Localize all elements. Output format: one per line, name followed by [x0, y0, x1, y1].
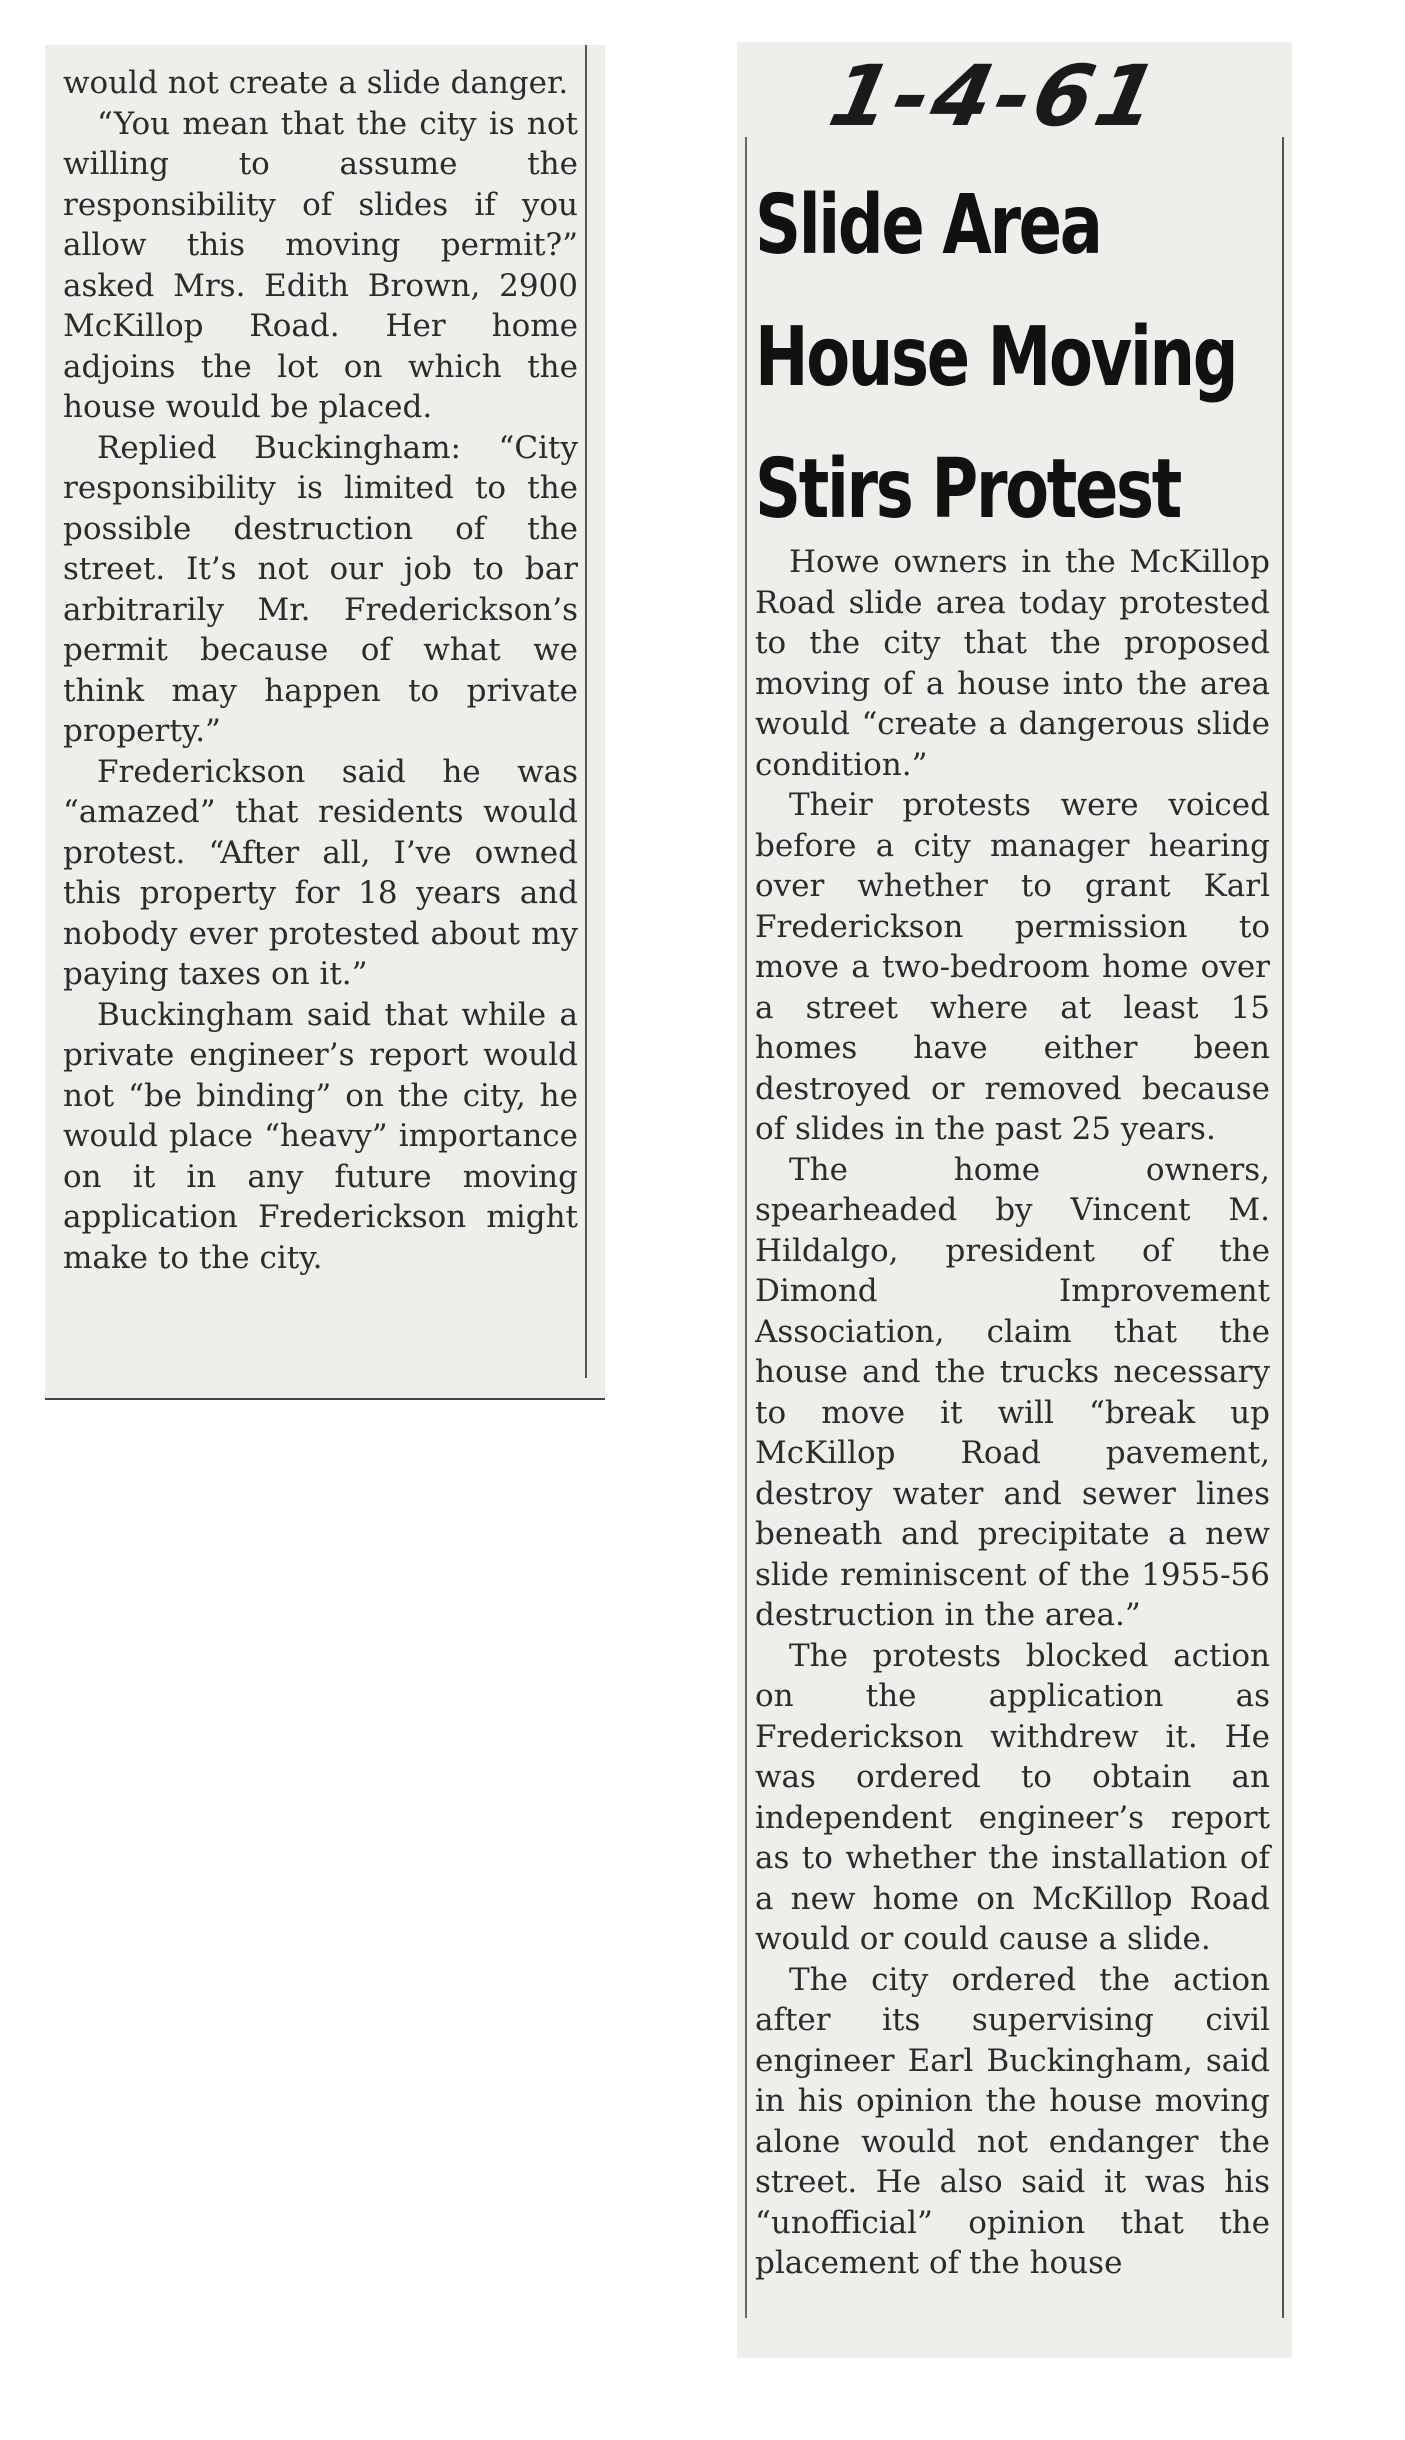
right-clipping	[737, 42, 1292, 2358]
headline-line: House Moving	[755, 310, 1237, 405]
paragraph: The protests blocked action on the application as Frederickson withdrew it. He was ordered to obtain an independent engineer’s report as to whether the installation of a new home on McKillop Road would or could cause a slide.	[755, 1637, 1270, 1957]
column-rule	[1282, 137, 1284, 2318]
left-clipping	[45, 45, 605, 1400]
handwritten-date: 1-4-61	[821, 47, 1170, 145]
paragraph: The home owners, spearheaded by Vincent M. Hildalgo, president of the Dimond Improvement Association, claim that the house and the trucks necessary to move it will “break up McKillop Road pavement, destroy water and sewer lines beneath and precipitate a new slide reminiscent of the 1955-56 destruction in the area.”	[755, 1151, 1270, 1633]
headline-line: Stirs Protest	[755, 442, 1180, 537]
paragraph: Frederickson said he was “amazed” that residents would protest. “After all, I’ve owned this property for 18 years and nobody ever protested about my paying taxes on it.”	[63, 753, 578, 992]
paragraph: The city ordered the action after its supervising civil engineer Earl Buckingham, said in his opinion the house moving alone would not endanger the street. He also said it was his “unofficial” opinion that the placement of the house	[755, 1961, 1270, 2281]
headline	[755, 160, 1237, 556]
paragraph: would not create a slide danger.	[63, 65, 569, 101]
right-column-text	[755, 542, 1270, 2284]
paragraph: Their protests were voiced before a city manager hearing over whether to grant Karl Frederickson permission to move a two-bedroom home over a street where at least 15 homes have either been destroyed or removed because of slides in the past 25 years.	[755, 787, 1270, 1147]
headline-line: Slide Area	[755, 178, 1101, 273]
paragraph: Buckingham said that while a private engineer’s report would not “be binding” on the city, he would place “heavy” importance on it in any future moving application Frederickson might make to the city.	[63, 996, 578, 1276]
column-rule	[585, 45, 587, 1378]
paragraph: “You mean that the city is not willing to assume the responsibility of slides if you allow this moving permit?” asked Mrs. Edith Brown, 2900 McKillop Road. Her home adjoins the lot on which the house would be placed.	[63, 105, 578, 425]
paragraph: Replied Buckingham: “City responsibility is limited to the possible destruction of the street. It’s not our job to bar arbitrarily Mr. Frederickson’s permit because of what we think may happen to private property.”	[63, 429, 578, 749]
left-column-text	[63, 63, 578, 1278]
paragraph: Howe owners in the McKillop Road slide area today protested to the city that the proposed moving of a house into the area would “create a dangerous slide condition.”	[755, 544, 1270, 783]
column-rule	[745, 137, 747, 2318]
